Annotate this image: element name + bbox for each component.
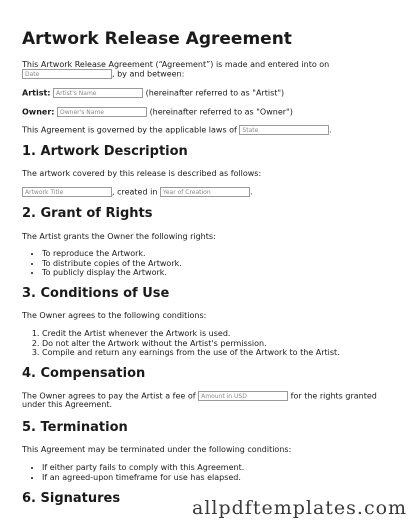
intro-date-line [22, 69, 184, 80]
date-field[interactable] [22, 69, 112, 79]
termination-text: This Agreement may be terminated under the following conditions: [22, 445, 292, 454]
artwork-line [22, 187, 253, 198]
list-item: • To distribute copies of the Artwork. [42, 259, 182, 269]
compensation-line-2: under this Agreement. [22, 400, 113, 409]
section-heading-signatures: 6. Signatures [22, 491, 121, 506]
rights-text: The Artist grants the Owner the following rights: [22, 232, 216, 241]
amount-field[interactable] [198, 391, 288, 401]
list-item: • If either party fails to comply with this Agreement. [42, 463, 244, 473]
list-item: • To reproduce the Artwork. [42, 249, 182, 259]
watermark: allpdftemplates.com [192, 497, 408, 519]
owner-suffix: (hereinafter referred to as "Owner") [149, 107, 293, 117]
governing-text: This Agreement is governed by the applicable laws of [22, 125, 237, 135]
year-of-creation-field[interactable] [160, 187, 250, 197]
rights-list [22, 249, 182, 278]
artist-label: Artist: [22, 88, 51, 98]
created-in-text: , created in [112, 187, 158, 197]
owner-line [22, 107, 293, 118]
artist-name-field[interactable] [53, 88, 143, 98]
list-item: 1. Credit the Artist whenever the Artwork is used. [42, 329, 340, 339]
conditions-list [22, 329, 340, 358]
state-field[interactable] [239, 125, 329, 135]
compensation-suffix: for the rights granted [290, 391, 377, 401]
list-item: • To publicly display the Artwork. [42, 268, 182, 278]
intro-between-text: , by and between: [112, 69, 185, 79]
owner-name-field[interactable] [57, 107, 147, 117]
artwork-line-end: . [249, 187, 253, 197]
governing-line [22, 125, 332, 136]
document-title: Artwork Release Agreement [22, 29, 292, 49]
termination-list [22, 463, 244, 482]
governing-end: . [329, 125, 332, 135]
conditions-text: The Owner agrees to the following conditions: [22, 311, 207, 320]
section-heading-compensation: 4. Compensation [22, 366, 146, 381]
list-item: 2. Do not alter the Artwork without the Artist's permission. [42, 339, 340, 349]
section-heading-grant-of-rights: 2. Grant of Rights [22, 206, 153, 221]
section-heading-artwork-description: 1. Artwork Description [22, 144, 188, 159]
artwork-title-field[interactable] [22, 187, 112, 197]
artist-suffix: (hereinafter referred to as "Artist") [145, 88, 285, 98]
list-item: 3. Compile and return any earnings from the use of the Artwork to the Artist. [42, 348, 340, 358]
section-heading-termination: 5. Termination [22, 420, 128, 435]
list-item: • If an agreed-upon timeframe for use has elapsed. [42, 473, 244, 483]
section-heading-conditions-of-use: 3. Conditions of Use [22, 286, 170, 301]
intro-text: This Artwork Release Agreement (“Agreement”) is made and entered into on [22, 60, 330, 69]
owner-label: Owner: [22, 107, 55, 117]
compensation-text: The Owner agrees to pay the Artist a fee of [22, 391, 196, 401]
description-text: The artwork covered by this release is described as follows: [22, 169, 262, 178]
artist-line [22, 88, 284, 99]
